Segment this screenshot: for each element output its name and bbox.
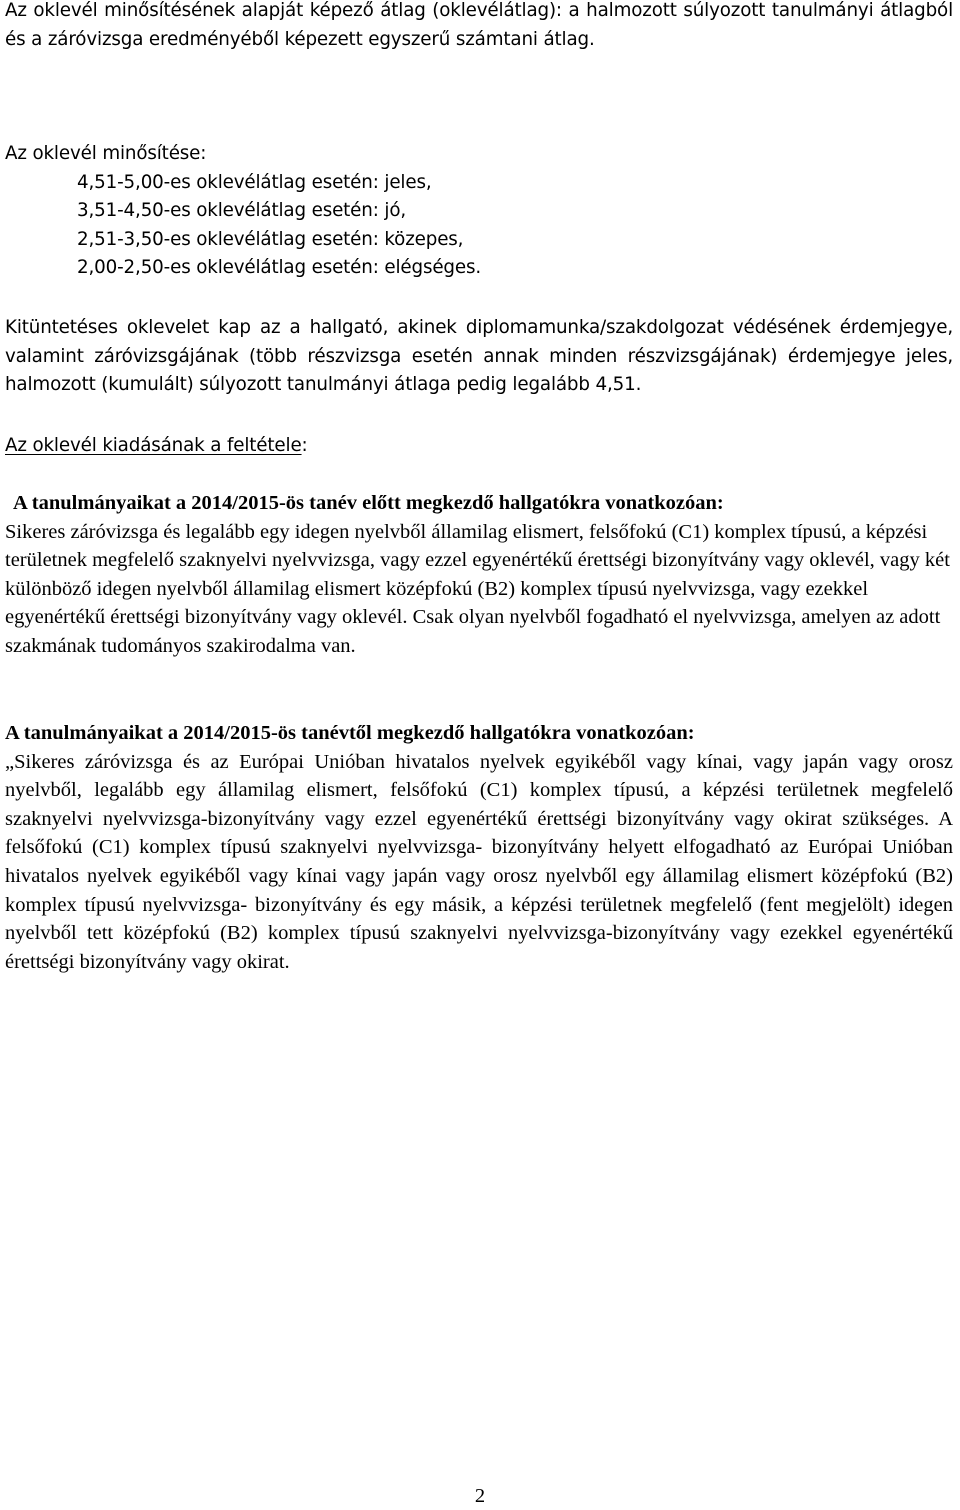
grading-item: 4,51-5,00-es oklevélátlag esetén: jeles, <box>77 171 432 193</box>
section-heading: A tanulmányaikat a 2014/2015-ös tanévtől megkezdő hallgatókra vonatkozóan: <box>5 722 695 744</box>
conditions-heading-text: Az oklevél kiadásának a feltétele <box>5 435 302 456</box>
section-from-2014 <box>5 719 953 976</box>
section-paragraph: „Sikeres záróvizsga és az Európai Unióban hivatalos nyelvek egyikéből vagy kínai, vagy japán vagy orosz nyelvből, legalább egy államilag elismert, felsőfokú (C1) komplex típusú, a képzési területnek megfelelő szaknyelvi nyelvvizsga-bizonyítvány vagy ezzel egyenértékű érettségi bizonyítvány vagy okirat szükséges. A felsőfokú (C1) komplex típusú szaknyelvi nyelvvizsga- bizonyítvány helyett elfogadható az Európai Unióban hivatalos nyelvek egyikéből vagy kínai vagy japán vagy orosz nyelvből egy államilag elismert középfokú (B2) komplex típusú nyelvvizsga- bizonyítvány és egy másik, a képzési területnek megfelelő (fent megjelölt) idegen nyelvből tett középfokú (B2) komplex típusú szaknyelvi nyelvvizsga-bizonyítvány vagy ezekkel egyenértékű érettségi bizonyítvány vagy okirat. <box>5 750 953 973</box>
section-heading: A tanulmányaikat a 2014/2015-ös tanév előtt megkezdő hallgatókra vonatkozóan: <box>13 492 724 514</box>
intro-paragraph: Az oklevél minősítésének alapját képező átlag (oklevélátlag): a halmozott súlyozott tanulmányi átlagból és a záróvizsga eredményéből képezett egyszerű számtani átlag. <box>5 0 953 50</box>
grading-section <box>5 140 953 283</box>
honors-paragraph: Kitüntetéses oklevelet kap az a hallgató, akinek diplomamunka/szakdolgozat védésének érdemjegye, valamint záróvizsgájának (több részvizsga esetén annak minden részvizsgájának) érdemjegye jeles, halmozott (kumulált) súlyozott tanulmányi átlaga pedig legalább 4,51. <box>5 317 953 396</box>
conditions-heading <box>5 432 953 461</box>
grading-item: 3,51-4,50-es oklevélátlag esetén: jó, <box>77 200 407 222</box>
grading-heading: Az oklevél minősítése: <box>5 143 207 164</box>
conditions-heading-colon: : <box>301 435 308 456</box>
grading-item: 2,00-2,50-es oklevélátlag esetén: elégséges. <box>77 257 482 279</box>
section-before-2014 <box>5 489 953 661</box>
page-number: 2 <box>474 1485 486 1507</box>
grading-item: 2,51-3,50-es oklevélátlag esetén: közepes, <box>77 228 464 250</box>
section-paragraph: Sikeres záróvizsga és legalább egy idegen nyelvből államilag elismert, felsőfokú (C1) komplex típusú, a képzési területnek megfelelő szaknyelvi nyelvvizsga, vagy ezzel egyenértékű érettségi bizonyítvány vagy oklevél, vagy két különböző idegen nyelvből államilag elismert középfokú (B2) komplex típusú nyelvvizsga, vagy ezekkel egyenértékű érettségi bizonyítvány vagy oklevél. Csak olyan nyelvből fogadható el nyelvvizsga, amelyen az adott szakmának tudományos szakirodalma van. <box>5 520 950 657</box>
